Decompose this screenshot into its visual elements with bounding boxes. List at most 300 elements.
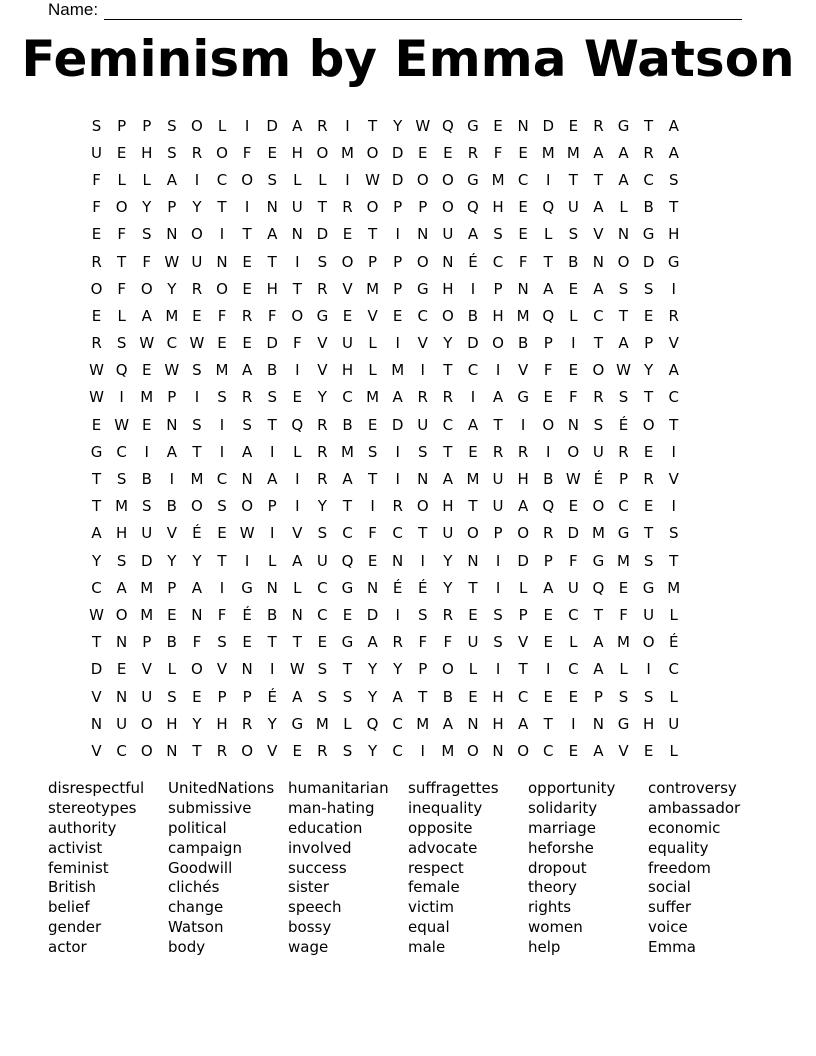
grid-letter: Q <box>115 361 128 380</box>
grid-letter: I <box>546 170 551 189</box>
grid-letter: É <box>192 524 202 543</box>
grid-letter: N <box>191 605 203 624</box>
grid-letter: S <box>493 605 503 624</box>
grid-letter: P <box>217 687 227 706</box>
grid-letter: E <box>91 415 102 434</box>
grid-letter: R <box>543 524 554 543</box>
grid-letter: I <box>571 334 576 353</box>
grid-letter: G <box>316 306 329 325</box>
grid-letter: E <box>242 252 252 271</box>
grid-letter: O <box>467 524 479 543</box>
word-item: Goodwill <box>168 858 233 877</box>
grid-letter: U <box>417 415 429 434</box>
grid-letter: O <box>316 143 329 162</box>
grid-letter: N <box>241 660 253 679</box>
grid-letter: A <box>593 741 604 760</box>
grid-letter: A <box>518 497 529 516</box>
grid-letter: H <box>216 714 228 733</box>
grid-letter: E <box>192 687 202 706</box>
grid-letter: E <box>643 306 654 325</box>
grid-letter: I <box>219 442 225 461</box>
grid-letter: O <box>191 225 203 244</box>
grid-letter: E <box>643 497 654 516</box>
grid-letter: I <box>370 497 375 516</box>
grid-letter: T <box>644 388 654 407</box>
name-label: Name: <box>48 0 99 19</box>
grid-letter: R <box>91 334 102 353</box>
grid-letter: A <box>593 143 604 162</box>
grid-letter: V <box>518 361 529 380</box>
grid-letter: É <box>668 633 679 652</box>
grid-letter: F <box>619 605 628 624</box>
grid-letter: T <box>518 660 528 679</box>
grid-row <box>84 520 686 547</box>
grid-letter: N <box>166 741 178 760</box>
grid-letter: U <box>316 551 328 570</box>
word-item: equality <box>648 838 709 857</box>
grid-letter: O <box>291 306 304 325</box>
grid-letter: T <box>192 741 202 760</box>
grid-letter: E <box>217 334 227 353</box>
grid-letter: E <box>242 633 252 652</box>
grid-letter: Y <box>317 388 327 407</box>
grid-letter: M <box>416 714 430 733</box>
grid-letter: O <box>366 143 379 162</box>
grid-letter: E <box>418 143 428 162</box>
grid-letter: B <box>517 334 529 353</box>
grid-letter: N <box>467 551 479 570</box>
grid-letter: L <box>117 306 126 325</box>
word-item: success <box>288 858 347 877</box>
grid-letter: I <box>295 497 300 516</box>
grid-row <box>84 194 686 221</box>
grid-letter: E <box>568 361 579 380</box>
grid-letter: T <box>367 225 378 244</box>
grid-letter: Q <box>467 198 479 217</box>
grid-letter: I <box>395 470 400 489</box>
grid-letter: O <box>517 524 530 543</box>
grid-letter: E <box>493 116 503 135</box>
grid-letter: O <box>542 415 555 434</box>
grid-letter: T <box>468 497 478 516</box>
grid-letter: H <box>442 497 454 516</box>
grid-letter: S <box>91 116 102 135</box>
grid-letter: D <box>391 170 404 189</box>
word-item: education <box>288 818 363 837</box>
word-item: dropout <box>528 858 587 877</box>
grid-letter: E <box>242 279 252 298</box>
grid-letter: L <box>293 442 302 461</box>
grid-letter: A <box>116 578 127 597</box>
word-item: heforshe <box>528 838 594 857</box>
grid-letter: N <box>266 578 278 597</box>
grid-letter: S <box>267 388 277 407</box>
grid-letter: E <box>518 198 528 217</box>
grid-letter: N <box>567 415 579 434</box>
grid-letter: S <box>242 415 252 434</box>
grid-letter: C <box>542 741 554 760</box>
grid-letter: U <box>492 497 504 516</box>
grid-letter: A <box>543 578 554 597</box>
grid-letter: O <box>592 361 605 380</box>
grid-letter: S <box>267 170 277 189</box>
grid-letter: S <box>217 497 227 516</box>
grid-letter: C <box>116 741 127 760</box>
grid-letter: A <box>593 660 604 679</box>
word-item: female <box>408 878 460 897</box>
grid-letter: O <box>191 497 203 516</box>
grid-letter: V <box>668 470 679 489</box>
grid-letter: L <box>669 605 678 624</box>
grid-letter: V <box>91 687 102 706</box>
grid-letter: F <box>192 633 202 652</box>
grid-letter: F <box>543 361 553 380</box>
grid-row <box>84 302 686 329</box>
grid-letter: R <box>392 633 403 652</box>
grid-letter: O <box>90 279 103 298</box>
grid-letter: P <box>142 116 152 135</box>
grid-letter: I <box>671 497 676 516</box>
grid-letter: F <box>493 143 503 162</box>
word-item: respect <box>408 858 464 877</box>
grid-letter: Q <box>291 415 304 434</box>
grid-letter: A <box>166 442 177 461</box>
grid-letter: A <box>292 551 303 570</box>
grid-letter: Y <box>91 551 102 570</box>
word-column <box>168 779 288 958</box>
grid-letter: N <box>617 225 630 244</box>
grid-letter: E <box>342 605 353 624</box>
word-item: man-hating <box>288 798 375 817</box>
grid-letter: E <box>367 415 378 434</box>
grid-letter: D <box>140 551 153 570</box>
grid-letter: L <box>544 225 553 244</box>
grid-letter: N <box>467 714 479 733</box>
grid-letter: E <box>342 225 353 244</box>
grid-letter: É <box>392 578 403 597</box>
grid-row <box>84 547 686 574</box>
grid-letter: R <box>191 279 203 298</box>
grid-letter: I <box>219 225 225 244</box>
grid-letter: T <box>242 225 252 244</box>
grid-letter: I <box>219 415 225 434</box>
grid-letter: Y <box>167 279 177 298</box>
grid-letter: A <box>668 143 679 162</box>
grid-letter: C <box>116 442 127 461</box>
grid-letter: C <box>568 660 579 679</box>
word-item: rights <box>528 898 572 917</box>
grid-letter: R <box>191 143 203 162</box>
grid-letter: S <box>192 415 202 434</box>
grid-letter: T <box>618 306 629 325</box>
word-item: suffragettes <box>408 779 499 797</box>
grid-letter: I <box>395 225 400 244</box>
word-item: marriage <box>528 818 596 837</box>
word-item: British <box>48 878 96 897</box>
grid-letter: É <box>593 470 604 489</box>
grid-letter: I <box>546 442 551 461</box>
grid-letter: A <box>593 279 604 298</box>
grid-letter: M <box>516 306 530 325</box>
grid-letter: A <box>91 524 102 543</box>
grid-letter: W <box>189 334 205 353</box>
grid-letter: I <box>269 442 275 461</box>
grid-letter: S <box>217 388 227 407</box>
grid-letter: B <box>267 605 278 624</box>
grid-letter: T <box>644 116 654 135</box>
grid-letter: I <box>244 551 250 570</box>
grid-letter: W <box>289 660 305 679</box>
grid-letter: M <box>617 551 630 570</box>
grid-letter: E <box>543 633 553 652</box>
word-item: change <box>168 898 224 917</box>
grid-letter: V <box>518 633 529 652</box>
grid-letter: R <box>643 470 654 489</box>
grid-letter: R <box>241 714 253 733</box>
grid-letter: M <box>441 741 455 760</box>
grid-letter: T <box>367 470 378 489</box>
grid-letter: Y <box>142 198 152 217</box>
grid-letter: M <box>667 578 681 597</box>
word-column <box>648 779 768 958</box>
grid-letter: O <box>441 660 454 679</box>
grid-letter: I <box>395 442 400 461</box>
grid-letter: T <box>342 497 353 516</box>
grid-letter: H <box>492 714 504 733</box>
grid-letter: W <box>114 415 130 434</box>
grid-letter: L <box>569 633 578 652</box>
grid-letter: E <box>543 388 553 407</box>
grid-letter: O <box>416 252 429 271</box>
grid-letter: Q <box>341 551 354 570</box>
grid-letter: O <box>441 198 454 217</box>
grid-row <box>84 112 686 139</box>
grid-letter: G <box>592 551 605 570</box>
grid-letter: B <box>442 687 453 706</box>
grid-letter: E <box>543 687 553 706</box>
word-column <box>528 779 648 958</box>
grid-letter: S <box>141 225 152 244</box>
grid-letter: T <box>593 605 603 624</box>
grid-letter: O <box>241 497 254 516</box>
grid-letter: I <box>495 578 501 597</box>
grid-row <box>84 384 686 411</box>
grid-row <box>84 438 686 465</box>
grid-letter: O <box>216 143 228 162</box>
grid-letter: S <box>668 524 679 543</box>
grid-letter: F <box>418 633 428 652</box>
grid-letter: B <box>568 252 579 271</box>
grid-letter: M <box>140 388 154 407</box>
grid-letter: L <box>619 198 628 217</box>
grid-letter: H <box>442 279 454 298</box>
grid-letter: V <box>618 741 629 760</box>
grid-letter: G <box>617 116 630 135</box>
grid-letter: Y <box>267 714 277 733</box>
grid-letter: L <box>318 170 327 189</box>
grid-letter: T <box>91 470 102 489</box>
grid-row <box>84 656 686 683</box>
grid-row <box>84 357 686 384</box>
grid-letter: P <box>418 198 428 217</box>
grid-letter: S <box>418 442 428 461</box>
grid-letter: S <box>192 361 202 380</box>
grid-letter: C <box>467 361 479 380</box>
grid-letter: T <box>342 660 353 679</box>
grid-letter: P <box>518 605 528 624</box>
grid-letter: T <box>317 198 327 217</box>
grid-letter: S <box>342 687 353 706</box>
grid-letter: E <box>443 143 453 162</box>
grid-letter: S <box>217 633 227 652</box>
grid-letter: Y <box>317 497 327 516</box>
grid-letter: N <box>216 252 228 271</box>
grid-row <box>84 330 686 357</box>
grid-letter: S <box>167 687 177 706</box>
grid-letter: I <box>345 116 350 135</box>
grid-letter: O <box>140 714 153 733</box>
grid-letter: I <box>420 551 425 570</box>
grid-letter: U <box>191 252 203 271</box>
grid-letter: R <box>467 143 479 162</box>
grid-letter: W <box>139 334 155 353</box>
grid-letter: R <box>317 116 328 135</box>
grid-letter: C <box>392 714 403 733</box>
grid-letter: C <box>517 170 529 189</box>
grid-letter: I <box>395 334 400 353</box>
word-item: equal <box>408 918 450 937</box>
grid-letter: C <box>568 605 579 624</box>
word-item: activist <box>48 838 103 857</box>
grid-letter: D <box>90 660 103 679</box>
grid-letter: Y <box>443 578 453 597</box>
grid-letter: S <box>116 334 127 353</box>
grid-letter: F <box>142 252 152 271</box>
grid-letter: T <box>217 198 227 217</box>
word-column <box>408 779 528 958</box>
grid-letter: M <box>591 524 605 543</box>
word-item: male <box>408 938 446 957</box>
grid-letter: T <box>267 633 277 652</box>
grid-letter: F <box>569 551 578 570</box>
grid-letter: S <box>317 252 328 271</box>
grid-letter: T <box>543 714 553 733</box>
grid-letter: É <box>468 252 478 271</box>
grid-letter: O <box>115 198 128 217</box>
grid-letter: S <box>643 551 654 570</box>
grid-letter: M <box>466 470 480 489</box>
grid-letter: E <box>392 306 403 325</box>
grid-letter: E <box>116 660 127 679</box>
grid-letter: U <box>442 225 454 244</box>
grid-letter: I <box>269 524 275 543</box>
grid-letter: T <box>593 334 603 353</box>
grid-letter: M <box>491 170 505 189</box>
grid-letter: D <box>542 116 555 135</box>
grid-letter: M <box>617 633 630 652</box>
grid-letter: H <box>517 470 529 489</box>
grid-letter: N <box>266 198 278 217</box>
grid-letter: G <box>642 225 655 244</box>
grid-letter: C <box>492 252 504 271</box>
grid-letter: I <box>169 470 175 489</box>
grid-letter: N <box>90 714 103 733</box>
grid-letter: R <box>241 306 253 325</box>
grid-letter: M <box>140 578 154 597</box>
grid-letter: R <box>442 605 454 624</box>
grid-letter: A <box>668 116 679 135</box>
grid-letter: P <box>393 198 403 217</box>
grid-letter: H <box>116 524 128 543</box>
grid-letter: B <box>467 306 479 325</box>
grid-letter: V <box>216 660 228 679</box>
word-item: feminist <box>48 858 109 877</box>
grid-letter: I <box>671 279 676 298</box>
grid-letter: D <box>391 143 404 162</box>
grid-letter: A <box>367 633 378 652</box>
grid-letter: G <box>291 714 304 733</box>
grid-letter: N <box>166 225 178 244</box>
grid-letter: H <box>492 306 504 325</box>
grid-letter: L <box>268 551 277 570</box>
grid-letter: C <box>216 170 228 189</box>
grid-letter: D <box>467 334 479 353</box>
grid-letter: P <box>267 497 277 516</box>
grid-letter: H <box>291 143 303 162</box>
grid-letter: E <box>568 116 579 135</box>
word-item: voice <box>648 918 688 937</box>
grid-row <box>84 221 686 248</box>
grid-letter: V <box>166 524 177 543</box>
grid-letter: N <box>517 116 529 135</box>
grid-letter: U <box>643 605 655 624</box>
grid-letter: A <box>618 334 629 353</box>
grid-letter: M <box>366 388 380 407</box>
grid-letter: O <box>191 116 203 135</box>
grid-letter: N <box>417 225 429 244</box>
grid-letter: P <box>167 198 177 217</box>
grid-letter: E <box>568 497 579 516</box>
grid-letter: R <box>317 741 328 760</box>
grid-letter: Y <box>644 361 654 380</box>
grid-letter: W <box>616 361 631 380</box>
grid-letter: U <box>442 524 454 543</box>
grid-letter: R <box>417 388 428 407</box>
grid-letter: W <box>239 524 255 543</box>
grid-letter: C <box>593 306 604 325</box>
word-item: stereotypes <box>48 798 137 817</box>
grid-letter: A <box>543 279 554 298</box>
grid-letter: G <box>642 578 655 597</box>
grid-letter: A <box>618 170 629 189</box>
grid-letter: P <box>543 334 553 353</box>
grid-letter: I <box>244 198 250 217</box>
word-item: UnitedNations <box>168 779 275 797</box>
grid-letter: I <box>194 170 200 189</box>
grid-letter: O <box>517 741 530 760</box>
grid-letter: E <box>643 442 654 461</box>
grid-letter: T <box>468 578 478 597</box>
word-column <box>48 779 168 958</box>
grid-letter: H <box>141 143 153 162</box>
grid-letter: W <box>89 388 104 407</box>
grid-letter: M <box>115 497 129 516</box>
grid-letter: T <box>593 170 603 189</box>
grid-letter: R <box>492 442 504 461</box>
grid-letter: C <box>166 334 178 353</box>
grid-letter: S <box>317 687 328 706</box>
grid-letter: F <box>117 225 126 244</box>
